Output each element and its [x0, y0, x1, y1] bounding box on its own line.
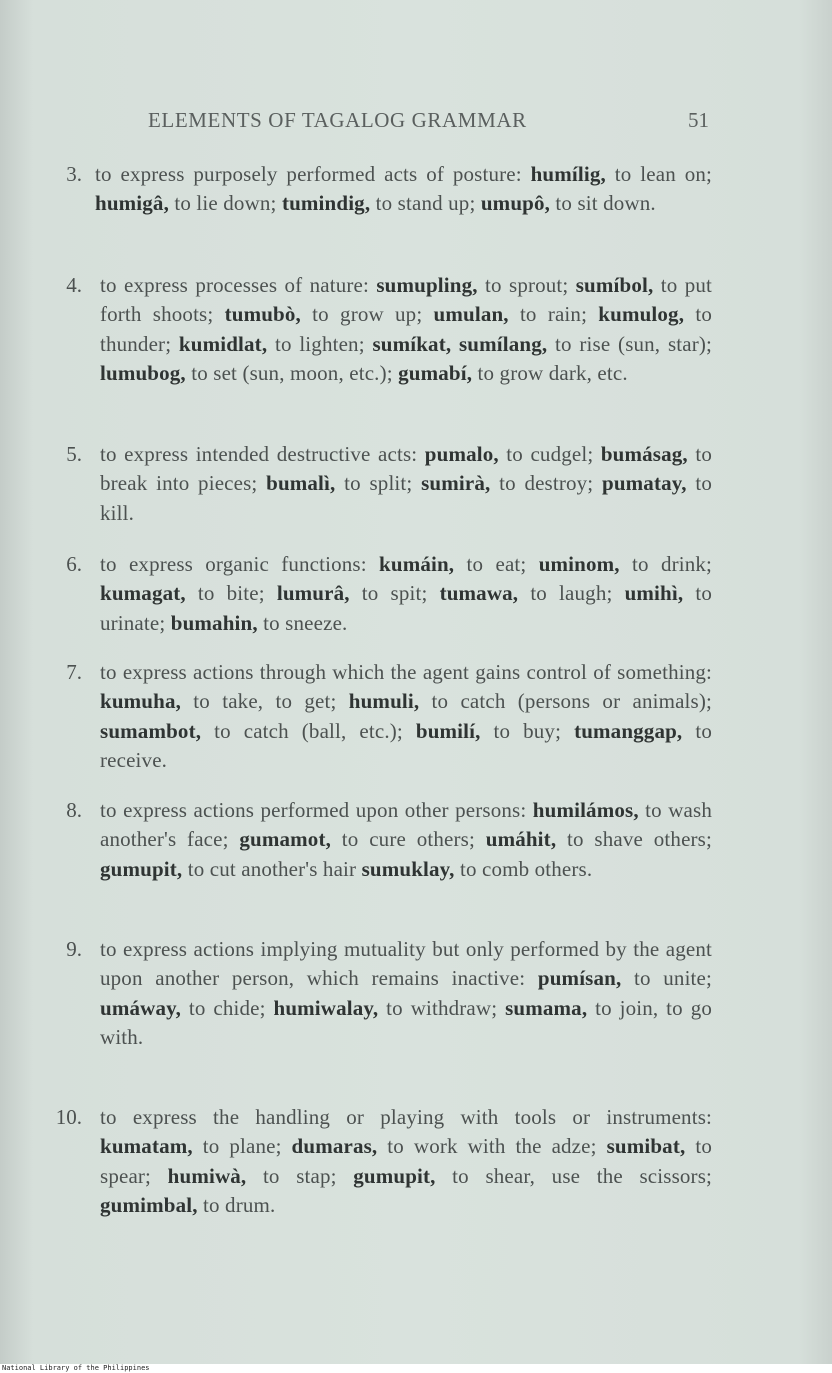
- gloss-text: to unite;: [621, 966, 712, 991]
- gloss-text: to catch (ball, etc.);: [201, 718, 416, 743]
- gloss-text: to laugh;: [518, 581, 625, 606]
- tagalog-term: lumurâ,: [276, 581, 350, 606]
- gloss-text: to express actions performed upon other persons:: [100, 798, 533, 822]
- item-number: 10.: [55, 1105, 82, 1129]
- gloss-text: to lighten;: [267, 331, 373, 356]
- gloss-text: to spear;: [100, 1134, 712, 1188]
- gloss-text: to plane;: [192, 1134, 292, 1159]
- gloss-text: to sprout;: [477, 273, 576, 297]
- tagalog-term: pumatay,: [602, 471, 687, 496]
- gloss-text: to stand up;: [370, 191, 481, 216]
- tagalog-term: umáhit,: [485, 827, 557, 852]
- gloss-text: to thunder;: [100, 302, 712, 356]
- item-number: 9.: [66, 937, 82, 961]
- gloss-text: to join, to go with.: [100, 995, 713, 1049]
- item-text: [100, 935, 712, 1052]
- item-number: 7.: [66, 660, 82, 684]
- tagalog-term: humílig,: [530, 162, 606, 186]
- tagalog-term: tumubò,: [224, 302, 301, 327]
- gloss-text: to kill.: [100, 471, 712, 525]
- gloss-text: to lie down;: [169, 191, 282, 216]
- tagalog-term: sumibat,: [606, 1134, 686, 1159]
- gloss-text: to cut another's hair: [182, 856, 362, 881]
- gloss-text: to sit down.: [550, 191, 656, 216]
- gloss-text: to urinate;: [100, 581, 712, 635]
- item-number: 5.: [66, 442, 82, 466]
- gloss-text: to drink;: [619, 552, 713, 576]
- tagalog-term: lumubog,: [100, 360, 186, 385]
- gloss-text: to split;: [335, 471, 422, 496]
- tagalog-term: tumawa,: [439, 581, 519, 606]
- tagalog-term: kumagat,: [100, 581, 186, 606]
- tagalog-term: sumirà,: [421, 471, 491, 496]
- gloss-text: to express purposely performed acts of posture:: [95, 162, 531, 186]
- tagalog-term: pumísan,: [537, 966, 622, 991]
- gloss-text: to drum.: [197, 1192, 276, 1217]
- gloss-text: to rise (sun, star);: [547, 331, 712, 356]
- gloss-text: to sneeze.: [257, 610, 348, 635]
- tagalog-term: sumíbol,: [575, 273, 654, 297]
- tagalog-term: sumupling,: [376, 273, 478, 297]
- item-text: [100, 796, 712, 884]
- tagalog-term: umupô,: [480, 191, 551, 216]
- gloss-text: to bite;: [185, 581, 277, 606]
- gloss-text: to destroy;: [490, 471, 602, 496]
- gloss-text: to eat;: [454, 552, 539, 576]
- item-number: 8.: [66, 798, 82, 822]
- gloss-text: to break into pieces;: [100, 442, 712, 496]
- gloss-text: to shear, use the scissors;: [435, 1163, 712, 1188]
- tagalog-term: bumahin,: [170, 610, 258, 635]
- item-text: [100, 440, 712, 528]
- item-text: [95, 160, 712, 219]
- tagalog-term: kumidlat,: [178, 331, 268, 356]
- gloss-text: to withdraw;: [378, 995, 506, 1020]
- gloss-text: to receive.: [100, 718, 712, 772]
- item-text: [100, 271, 712, 388]
- gloss-text: to buy;: [480, 718, 575, 743]
- gloss-text: to rain;: [508, 302, 599, 327]
- tagalog-term: sumama,: [505, 995, 588, 1020]
- tagalog-term: tumanggap,: [574, 718, 683, 743]
- tagalog-term: sumuklay,: [361, 856, 455, 881]
- tagalog-term: humiwalay,: [273, 995, 379, 1020]
- gloss-text: to spit;: [349, 581, 440, 606]
- gloss-text: to wash another's face;: [100, 798, 712, 852]
- gloss-text: to express actions implying mutuality but only performed by the agent upon another person, which remains inactive:: [100, 937, 712, 991]
- tagalog-term: kumulog,: [598, 302, 685, 327]
- tagalog-term: gumamot,: [239, 827, 331, 852]
- gloss-text: to take, to get;: [181, 689, 349, 714]
- tagalog-term: dumaras,: [291, 1134, 378, 1159]
- item-text: [100, 550, 712, 638]
- tagalog-term: gumabí,: [398, 360, 473, 385]
- page-number: 51: [688, 108, 709, 132]
- gloss-text: to express organic functions:: [100, 552, 380, 576]
- gloss-text: to set (sun, moon, etc.);: [185, 360, 399, 385]
- gloss-text: to lean on;: [605, 162, 712, 186]
- gloss-text: to shave others;: [556, 827, 712, 852]
- tagalog-term: gumupit,: [100, 856, 183, 881]
- tagalog-term: humuli,: [348, 689, 420, 714]
- tagalog-term: uminom,: [538, 552, 620, 576]
- gloss-text: to grow dark, etc.: [472, 360, 628, 385]
- tagalog-term: umihì,: [624, 581, 684, 606]
- gloss-text: to express intended destructive acts:: [100, 442, 425, 466]
- tagalog-term: sumíkat, sumílang,: [372, 331, 548, 356]
- gloss-text: to put forth shoots;: [100, 273, 712, 327]
- tagalog-term: humiwà,: [167, 1163, 247, 1188]
- gloss-text: to cudgel;: [498, 442, 601, 466]
- tagalog-term: kumáin,: [379, 552, 455, 576]
- tagalog-term: umáway,: [100, 995, 181, 1020]
- item-text: [100, 1103, 712, 1220]
- gloss-text: to stap;: [246, 1163, 354, 1188]
- gloss-text: to cure others;: [331, 827, 486, 852]
- tagalog-term: bumalì,: [266, 471, 336, 496]
- gloss-text: to work with the adze;: [377, 1134, 607, 1159]
- gloss-text: to chide;: [180, 995, 274, 1020]
- tagalog-term: bumilí,: [415, 718, 481, 743]
- footer-credit: National Library of the Philippines: [2, 1364, 150, 1372]
- item-number: 4.: [66, 273, 82, 297]
- tagalog-term: kumatam,: [100, 1134, 193, 1159]
- item-number: 6.: [66, 552, 82, 576]
- item-text: [100, 658, 712, 775]
- tagalog-term: umulan,: [433, 302, 509, 327]
- tagalog-term: kumuha,: [100, 689, 182, 714]
- running-header: [0, 108, 832, 138]
- gloss-text: to comb others.: [454, 856, 593, 881]
- gloss-text: to express processes of nature:: [100, 273, 377, 297]
- tagalog-term: gumimbal,: [100, 1192, 198, 1217]
- tagalog-term: sumambot,: [100, 718, 202, 743]
- tagalog-term: tumindig,: [281, 191, 371, 216]
- gloss-text: to grow up;: [300, 302, 434, 327]
- gloss-text: to catch (persons or animals);: [419, 689, 712, 714]
- tagalog-term: pumalo,: [424, 442, 499, 466]
- item-number: 3.: [66, 162, 82, 186]
- gloss-text: to express actions through which the agent gains control of something:: [100, 660, 712, 684]
- tagalog-term: gumupit,: [353, 1163, 436, 1188]
- running-title: ELEMENTS OF TAGALOG GRAMMAR: [148, 108, 527, 132]
- gloss-text: to express the handling or playing with tools or instruments:: [100, 1105, 712, 1129]
- tagalog-term: bumásag,: [600, 442, 688, 466]
- tagalog-term: humigâ,: [95, 191, 169, 216]
- tagalog-term: humilámos,: [532, 798, 639, 822]
